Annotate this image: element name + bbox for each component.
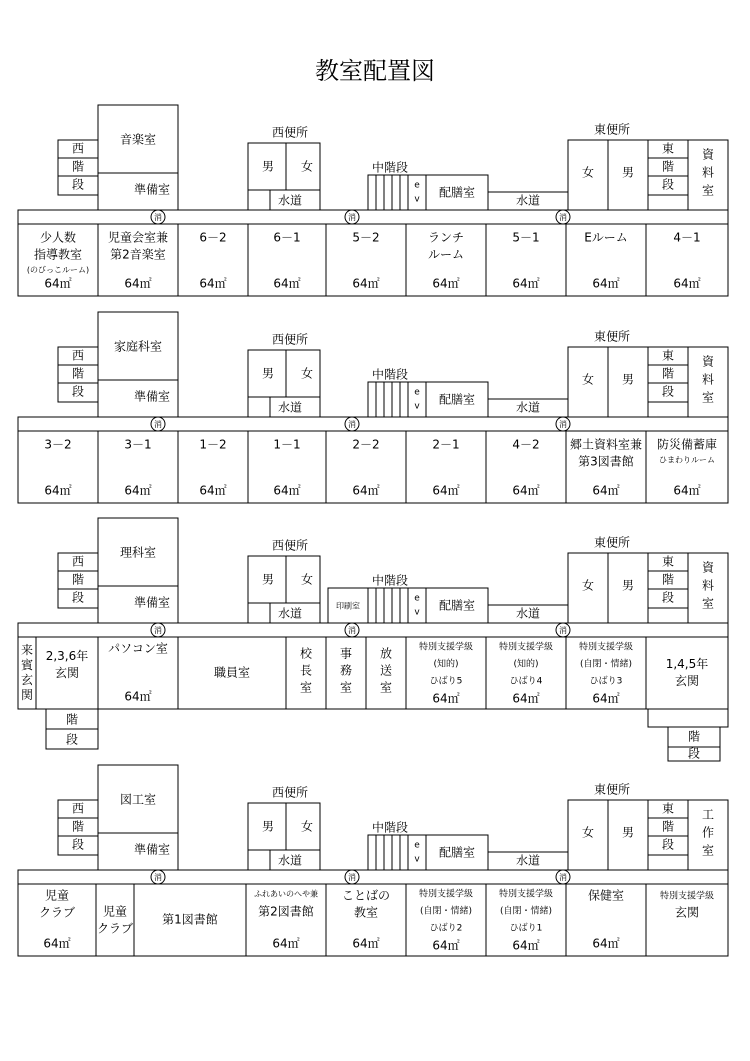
west-stairs-label: 段 [71, 384, 85, 399]
women-label: 女 [581, 372, 595, 387]
west-toilet-label: 西便所 [271, 538, 309, 553]
center-stairs-label: 中階段 [371, 573, 409, 588]
fire-hydrant-label: 消 [559, 420, 567, 429]
room-note: (のびっこルーム) [26, 265, 90, 275]
room-area: 64㎡ [352, 276, 380, 291]
east-stairs-label: 階 [661, 159, 675, 174]
west-stairs-label: 段 [71, 590, 85, 605]
room-area: 64㎡ [592, 276, 620, 291]
room-name: 特別支援学級 [659, 891, 715, 902]
men-label: 男 [621, 165, 635, 180]
room-name: 3－2 [44, 437, 72, 452]
prep-room-label: 準備室 [133, 842, 171, 857]
principal-room-label: 校 [299, 646, 313, 661]
room-name: (自閉・情緒) [499, 906, 553, 917]
west-stairs-label: 階 [71, 366, 85, 381]
office-label: 事 [339, 646, 353, 661]
room-name: (自閉・情緒) [419, 906, 473, 917]
elevator-label: e [414, 593, 420, 604]
room-area: 64㎡ [592, 691, 620, 706]
east-room-label: 料 [701, 165, 715, 180]
room-area: 64㎡ [272, 936, 300, 951]
east-stairs-label: 段 [661, 384, 675, 399]
elevator-label: e [414, 387, 420, 398]
room-name: 指導教室 [33, 247, 83, 262]
east-stairs-label: 階 [661, 572, 675, 587]
east-room-label: 室 [701, 390, 715, 405]
stairs-label: 段 [65, 732, 79, 747]
room-name: 特別支援学級 [418, 642, 474, 653]
room-area: 64㎡ [432, 938, 460, 953]
room-name: (知的) [513, 659, 539, 670]
room-name: クラブ [96, 921, 134, 936]
room-area: 64㎡ [124, 483, 152, 498]
men-label: 男 [261, 159, 275, 174]
east-stairs-label: 東 [661, 554, 675, 569]
men-label: 男 [621, 372, 635, 387]
east-room-label: 料 [701, 578, 715, 593]
rooms-row [18, 884, 728, 956]
special-room-label: 理科室 [119, 545, 157, 560]
room-name: 児童会室兼 [107, 230, 169, 245]
room-name: 児童 [102, 904, 128, 919]
serving-room-label: 配膳室 [438, 185, 476, 200]
water-label: 水道 [277, 853, 303, 868]
center-stairs-label: 中階段 [371, 820, 409, 835]
west-toilet-label: 西便所 [271, 125, 309, 140]
west-stairs-label: 西 [71, 554, 85, 569]
staff-room-label: 職員室 [213, 665, 251, 680]
elevator-label: v [414, 194, 420, 205]
principal-room-label: 室 [299, 680, 313, 695]
east-room-label: 工 [701, 807, 715, 822]
room-area: 64㎡ [512, 938, 540, 953]
room-name: 児童 [44, 888, 70, 903]
office-label: 務 [339, 663, 353, 678]
room-name: 1－2 [199, 437, 227, 452]
guest-entrance-label: 賓 [20, 658, 34, 672]
center-stairs [368, 382, 408, 417]
room-area: 64㎡ [199, 483, 227, 498]
print-room-label: 印刷室 [336, 601, 360, 611]
room-area: 64㎡ [273, 276, 301, 291]
room-name: 特別支援学級 [418, 889, 474, 900]
room-area: 64㎡ [512, 276, 540, 291]
room-area: 64㎡ [512, 483, 540, 498]
east-room-label: 作 [701, 825, 715, 840]
computer-room-label: パソコン室 [108, 641, 168, 656]
room-name: クラブ [38, 905, 76, 920]
west-stairs-label: 西 [71, 801, 85, 816]
room-name: 第2図書館 [258, 904, 314, 919]
prep-room-label: 準備室 [133, 595, 171, 610]
serving-room-label: 配膳室 [438, 598, 476, 613]
water-label: 水道 [277, 606, 303, 621]
corridor [18, 210, 728, 224]
room-name: 第2音楽室 [110, 247, 166, 262]
room-name: 1－1 [273, 437, 301, 452]
women-label: 女 [581, 165, 595, 180]
room-name: 4－2 [512, 437, 540, 452]
west-stairs-label: 階 [71, 572, 85, 587]
fire-hydrant-label: 消 [348, 626, 356, 635]
entrance-145-label: 1,4,5年 [665, 657, 709, 671]
fire-hydrant-label: 消 [154, 873, 162, 882]
corridor [18, 870, 728, 884]
room-name: 第3図書館 [578, 454, 634, 469]
corridor [18, 623, 728, 637]
rooms-row [18, 431, 728, 503]
room-area: 64㎡ [44, 276, 72, 291]
page-title: 教室配置図 [315, 57, 435, 85]
room-area: 64㎡ [592, 483, 620, 498]
center-stairs [368, 175, 408, 210]
elevator-label: v [414, 607, 420, 618]
east-toilet-label: 東便所 [593, 782, 631, 797]
east-stairs-label: 段 [661, 590, 675, 605]
guest-entrance-label: 来 [20, 643, 34, 657]
fire-hydrant-label: 消 [154, 626, 162, 635]
classroom [96, 884, 134, 956]
fire-hydrant-label: 消 [559, 873, 567, 882]
room-area: 64㎡ [124, 689, 152, 704]
east-stairs-label: 東 [661, 801, 675, 816]
fire-hydrant-label: 消 [348, 873, 356, 882]
women-label: 女 [300, 159, 314, 174]
men-label: 男 [261, 572, 275, 587]
floor-upper [18, 518, 728, 637]
room-name: Eルーム [584, 230, 628, 245]
women-label: 女 [300, 819, 314, 834]
stairs-label: 階 [65, 712, 79, 727]
room-name: 保健室 [587, 888, 625, 903]
fire-hydrant-label: 消 [559, 213, 567, 222]
prep-room-label: 準備室 [133, 389, 171, 404]
room-area: 64㎡ [43, 936, 71, 951]
water-label: 水道 [515, 400, 541, 415]
east-stairs-label: 東 [661, 348, 675, 363]
room-area: 64㎡ [352, 483, 380, 498]
elevator-label: v [414, 854, 420, 865]
room-area: 64㎡ [124, 276, 152, 291]
men-label: 男 [261, 366, 275, 381]
rooms-row [18, 224, 728, 296]
fire-hydrant-label: 消 [348, 213, 356, 222]
guest-entrance-label: 玄 [20, 673, 34, 687]
room-name: 教室 [353, 905, 379, 920]
center-stairs [368, 588, 408, 623]
guest-entrance-label: 関 [20, 688, 34, 702]
water-label: 水道 [277, 193, 303, 208]
room-area: 64㎡ [432, 276, 460, 291]
east-toilet-label: 東便所 [593, 535, 631, 550]
men-label: 男 [261, 819, 275, 834]
stairs-below [648, 709, 728, 727]
room-note: ひまわりルーム [659, 455, 715, 465]
broadcast-room-label: 送 [379, 663, 393, 678]
prep-room-label: 準備室 [133, 182, 171, 197]
entrance-145 [646, 637, 728, 709]
fire-hydrant-label: 消 [348, 420, 356, 429]
east-toilet-label: 東便所 [593, 329, 631, 344]
floor-upper [18, 312, 728, 431]
east-room-label: 資 [701, 354, 715, 369]
west-stairs-label: 階 [71, 159, 85, 174]
room-area: 64㎡ [44, 483, 72, 498]
east-room-label: 資 [701, 147, 715, 162]
broadcast-room-label: 室 [379, 680, 393, 695]
room-name: 郷土資料室兼 [569, 437, 643, 452]
special-room-label: 家庭科室 [113, 339, 163, 354]
room-name: 玄関 [674, 905, 700, 920]
east-stairs-label: 段 [661, 837, 675, 852]
room-name: 2－2 [352, 437, 380, 452]
room-name: 2－1 [432, 437, 460, 452]
room-area: 64㎡ [432, 691, 460, 706]
entrance-145-label: 玄関 [674, 674, 700, 688]
water-label: 水道 [515, 606, 541, 621]
room-name: ひばり5 [429, 676, 463, 687]
east-room-label: 資 [701, 560, 715, 575]
water-label: 水道 [515, 853, 541, 868]
room-name: ひばり2 [429, 923, 463, 934]
women-label: 女 [581, 578, 595, 593]
elevator-label: e [414, 180, 420, 191]
room-name: ランチ [427, 230, 465, 245]
room-note: ふれあいのへや兼 [254, 889, 318, 899]
room-area: 64㎡ [432, 483, 460, 498]
elevator-label: v [414, 401, 420, 412]
women-label: 女 [300, 366, 314, 381]
room-name: ひばり1 [509, 923, 543, 934]
entrance-236-label: 2,3,6年 [45, 649, 89, 663]
west-stairs-label: 西 [71, 141, 85, 156]
room-area: 64㎡ [673, 276, 701, 291]
room-name: ひばり4 [509, 676, 543, 687]
east-room-label: 料 [701, 372, 715, 387]
entrance-236-label: 玄関 [54, 666, 80, 680]
men-label: 男 [621, 578, 635, 593]
room-area: 64㎡ [592, 936, 620, 951]
room-name: (知的) [433, 659, 459, 670]
room-name: 防災備蓄庫 [656, 437, 718, 452]
east-stairs-label: 階 [661, 366, 675, 381]
east-stairs-label: 階 [661, 819, 675, 834]
west-toilet-label: 西便所 [271, 332, 309, 347]
room-name: 特別支援学級 [498, 642, 554, 653]
center-stairs-label: 中階段 [371, 367, 409, 382]
west-stairs-label: 階 [71, 819, 85, 834]
room-name: ルーム [427, 247, 465, 262]
room-name: 5－1 [512, 230, 540, 245]
elevator-label: e [414, 840, 420, 851]
corridor [18, 417, 728, 431]
room-name: 特別支援学級 [498, 889, 554, 900]
room-area: 64㎡ [673, 483, 701, 498]
west-toilet-label: 西便所 [271, 785, 309, 800]
center-stairs [368, 835, 408, 870]
room-name: 少人数 [39, 230, 77, 245]
room-name: 第1図書館 [162, 912, 218, 927]
west-stairs-label: 西 [71, 348, 85, 363]
fire-hydrant-label: 消 [154, 420, 162, 429]
men-label: 男 [621, 825, 635, 840]
center-stairs-label: 中階段 [371, 160, 409, 175]
east-toilet-label: 東便所 [593, 122, 631, 137]
serving-room-label: 配膳室 [438, 392, 476, 407]
office-label: 室 [339, 680, 353, 695]
principal-room-label: 長 [299, 663, 313, 678]
room-name: ひばり3 [589, 676, 623, 687]
west-stairs-label: 段 [71, 837, 85, 852]
room-name: ことばの [341, 888, 391, 903]
stairs-label: 階 [687, 729, 701, 744]
east-room-label: 室 [701, 596, 715, 611]
east-stairs-label: 東 [661, 141, 675, 156]
room-area: 64㎡ [512, 691, 540, 706]
room-area: 64㎡ [352, 936, 380, 951]
stairs-label: 段 [687, 746, 701, 761]
serving-room-label: 配膳室 [438, 845, 476, 860]
fire-hydrant-label: 消 [154, 213, 162, 222]
floor-upper [18, 765, 728, 884]
room-name: 6－2 [199, 230, 227, 245]
room-area: 64㎡ [199, 276, 227, 291]
room-name: 特別支援学級 [578, 642, 634, 653]
special-room-label: 図工室 [119, 792, 157, 807]
east-room-label: 室 [701, 843, 715, 858]
west-stairs-label: 段 [71, 177, 85, 192]
room-area: 64㎡ [273, 483, 301, 498]
broadcast-room-label: 放 [379, 646, 393, 661]
room-name: 5－2 [352, 230, 380, 245]
special-room-label: 音楽室 [119, 132, 157, 147]
room-name: (自閉・情緒) [579, 659, 633, 670]
floor-upper [18, 105, 728, 224]
east-room-label: 室 [701, 183, 715, 198]
women-label: 女 [581, 825, 595, 840]
fire-hydrant-label: 消 [559, 626, 567, 635]
water-label: 水道 [277, 400, 303, 415]
rooms-row [18, 637, 728, 761]
room-name: 4－1 [673, 230, 701, 245]
women-label: 女 [300, 572, 314, 587]
room-name: 3－1 [124, 437, 152, 452]
room-name: 6－1 [273, 230, 301, 245]
water-label: 水道 [515, 193, 541, 208]
east-stairs-label: 段 [661, 177, 675, 192]
